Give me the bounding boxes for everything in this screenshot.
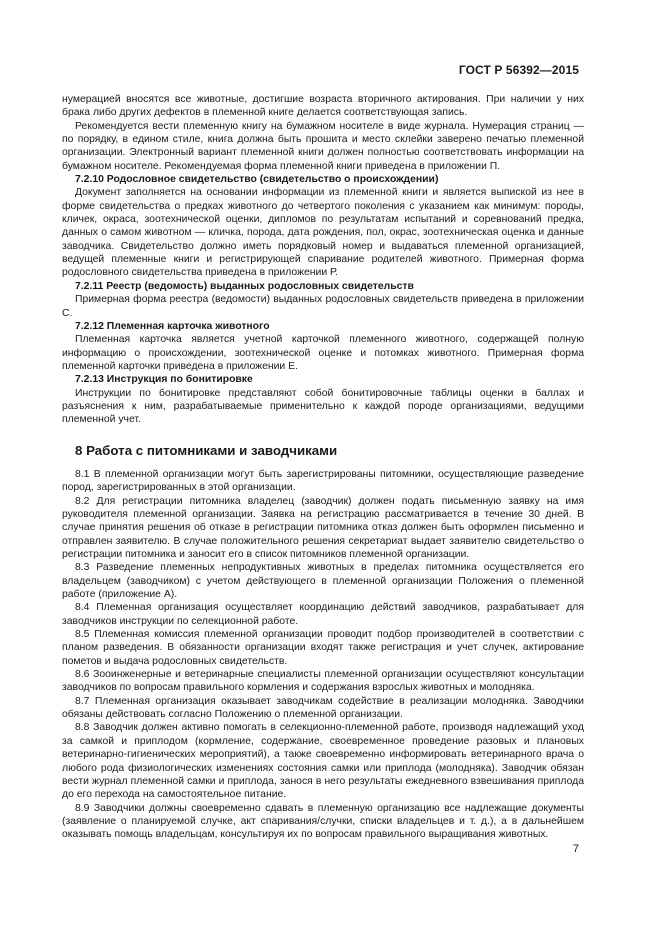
subsection-heading-7-2-11: 7.2.11 Реестр (ведомость) выданных родословных свидетельств [75, 280, 414, 292]
clause-8-4: 8.4 Племенная организация осуществляет координацию действий заводчиков, разрабатывает для заводчиков инструкции по селекционной работе. [62, 602, 584, 627]
clause-8-6: 8.6 Зооинженерные и ветеринарные специалисты племенной организации осуществляют консультации заводчиков по вопросам правильного кормления и содержания взрослых животных и молодняка. [62, 669, 584, 694]
clause-8-9: 8.9 Заводчики должны своевременно сдавать в племенную организацию все надлежащие документы (заявление о планируемой случке, акт спаривания/случки, списки владельцев и т. д.), а в дальнейшем оказывать помощь владельцам, консультируя их по вопросам правильного выращивания животных. [62, 802, 584, 841]
paragraph: Инструкции по бонитировке представляют собой бонитировочные таблицы оценки в баллах и разъяснения к ним, разрабатываемые применительно к каждой породе организациями, ведущими племенной учет. [62, 387, 584, 426]
paragraph: Племенная карточка является учетной карточкой племенного животного, содержащей полную информацию о происхождении, зоотехнической оценке и потомках животного. Примерная форма племенной карточки приведена в приложении Е. [62, 334, 584, 372]
section-heading-8: 8 Работа с питомниками и заводчиками [75, 442, 338, 458]
clause-8-2: 8.2 Для регистрации питомника владелец (заводчик) должен подать письменную заявку на имя руководителя племенной организации. Заявка на регистрацию рассматривается в течение 30 дней. В случае принятия решения об отказе в регистрации питомника отказ должен быть оформлен письменно и отправлен заявителю. В случае положительного решения секретариат выдает заявителю свидетельство о регистрации питомника и заносит его в список питомников племенной организации. [62, 495, 584, 560]
paragraph: Примерная форма реестра (ведомости) выданных родословных свидетельств приведена в приложении С. [62, 294, 584, 319]
paragraph: нумерацией вносятся все животные, достигшие возраста вторичного актирования. При наличии у них брака либо других дефектов в племенной книге делается соответствующая запись. [62, 94, 584, 119]
page-number: 7 [572, 843, 579, 855]
clause-8-5: 8.5 Племенная комиссия племенной организации проводит подбор производителей в соответствии с планом разведения. В обязанности организации входят также регистрация и учет случек, актирование пометов и выдача родословных свидетельств. [62, 629, 584, 667]
paragraph: Рекомендуется вести племенную книгу на бумажном носителе в виде журнала. Нумерация страниц — по порядку, в едином стиле, книга должна быть прошита и место склейки заверено печатью племенной организации. Электронный вариант племенной книги должен полностью соответствовать информации на бумажном носителе. Рекомендуемая форма племенной книги приведена в приложении П. [62, 120, 584, 172]
clause-8-8: 8.8 Заводчик должен активно помогать в селекционно-племенной работе, производя надлежащий уход за самкой и приплодом (кормление, содержание, своевременное проведение разовых и плановых ветеринарно-гигиенических мероприятий), а также своевременно информировать ветеринарного врача о любого рода физиологических изменениях состояния самки или приплода (молодняка). Заводчик обязан вести журнал племенной самки и приплода, занося в него результаты ежедневного взвешивания приплода до его перехода на самостоятельное питание. [62, 722, 584, 801]
clause-8-3: 8.3 Разведение племенных непродуктивных животных в пределах питомника осуществляется его владельцем (заводчиком) с учетом действующего в племенной организации Положения о племенной работе (приложение А). [62, 562, 584, 601]
clause-8-1: 8.1 В племенной организации могут быть зарегистрированы питомники, осуществляющие разведение пород, зарегистрированных в этой организации. [62, 468, 584, 494]
subsection-heading-7-2-10: 7.2.10 Родословное свидетельство (свидетельство о происхождении) [75, 174, 439, 186]
subsection-heading-7-2-12: 7.2.12 Племенная карточка животного [75, 320, 270, 332]
document-code: ГОСТ Р 56392—2015 [458, 63, 579, 77]
paragraph: Документ заполняется на основании информации из племенной книги и является выпиской из нее в форме свидетельства о предках животного до четвертого поколения с указанием как минимум: породы, кличек, окраса, зоотехнической оценки, дипломов по результатам испытаний и соревнований предка, данных о самом животном — кличка, порода, дата рождения, пол, окрас, зоотехническая оценка и данные заводчика. Свидетельство должно иметь порядковый номер и выдаваться племенной организацией, ведущей племенные книги и регистрирующей спаривание родителей животного. Примерная форма родословного свидетельства приведена в приложении Р. [62, 187, 584, 279]
clause-8-7: 8.7 Племенная организация оказывает заводчикам содействие в реализации молодняка. Заводчики обязаны действовать согласно Положению о племенной организации. [62, 695, 584, 721]
document-body [62, 93, 584, 842]
subsection-heading-7-2-13: 7.2.13 Инструкция по бонитировке [75, 374, 253, 386]
